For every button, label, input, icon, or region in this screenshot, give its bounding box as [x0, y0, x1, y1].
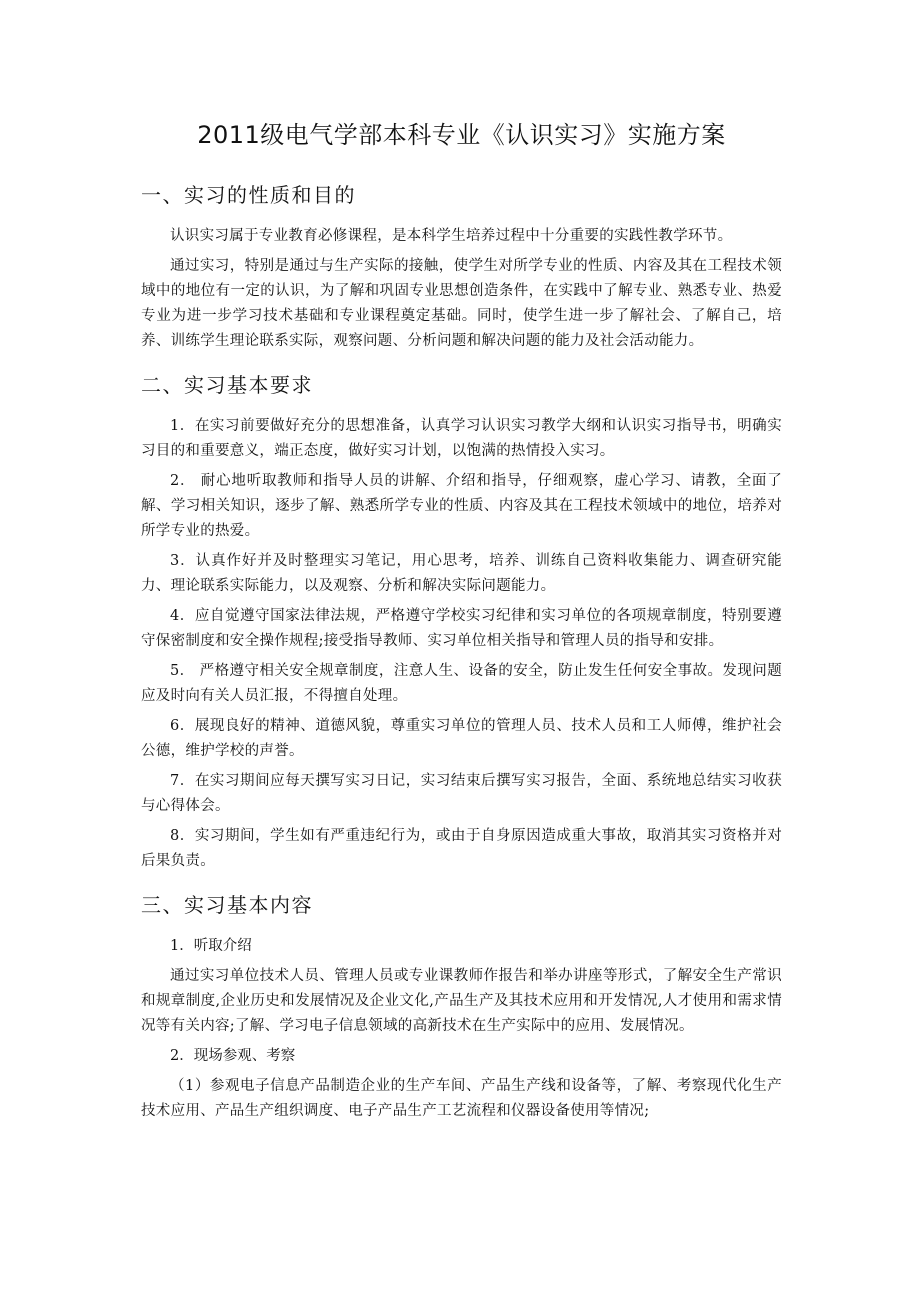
requirement-item: 7．在实习期间应每天撰写实习日记，实习结束后撰写实习报告，全面、系统地总结实习收获与心得体会。	[141, 773, 782, 814]
paragraph: 通过实习，特别是通过与生产实际的接触，使学生对所学专业的性质、内容及其在工程技术领域中的地位有一定的认识，为了解和巩固专业思想创造条件，在实践中了解专业、熟悉专业、热爱专业为进一步学习技术基础和专业课程奠定基础。同时，使学生进一步了解社会、了解自己，培养、训练学生理论联系实际，观察问题、分析问题和解决问题的能力及社会活动能力。	[141, 258, 782, 349]
section-heading: 一、实习的性质和目的	[141, 183, 356, 207]
section-basic-requirements	[141, 370, 782, 874]
document-title: 2011级电气学部本科专业《认识实习》实施方案	[197, 121, 726, 149]
document-page	[141, 118, 782, 1124]
section-basic-content	[141, 890, 782, 1124]
requirement-item: 3．认真作好并及时整理实习笔记，用心思考，培养、训练自己资料收集能力、调查研究能力、理论联系实际能力，以及观察、分析和解决实际问题能力。	[141, 553, 782, 594]
paragraph: 认识实习属于专业教育必修课程，是本科学生培养过程中十分重要的实践性教学环节。	[170, 228, 733, 244]
section-heading: 二、实习基本要求	[141, 373, 313, 397]
section-heading: 三、实习基本内容	[141, 893, 313, 917]
requirement-item: 2． 耐心地听取教师和指导人员的讲解、介绍和指导，仔细观察，虚心学习、请教，全面了解、学习相关知识，逐步了解、熟悉所学专业的性质、内容及其在工程技术领域中的地位，培养对所学专业的热爱。	[141, 473, 782, 539]
requirement-item: 6．展现良好的精神、道德风貌，尊重实习单位的管理人员、技术人员和工人师傅，维护社会公德，维护学校的声誉。	[141, 718, 782, 759]
paragraph: 通过实习单位技术人员、管理人员或专业课教师作报告和举办讲座等形式，了解安全生产常识和规章制度,企业历史和发展情况及企业文化,产品生产及其技术应用和开发情况,人才使用和需求情况等有关内容;了解、学习电子信息领域的高新技术在生产实际中的应用、发展情况。	[141, 968, 782, 1034]
requirement-item: 8．实习期间，学生如有严重违纪行为，或由于自身原因造成重大事故，取消其实习资格并对后果负责。	[141, 828, 782, 869]
paragraph: （1）参观电子信息产品制造企业的生产车间、产品生产线和设备等，了解、考察现代化生产技术应用、产品生产组织调度、电子产品生产工艺流程和仪器设备使用等情况;	[141, 1078, 782, 1119]
requirement-item: 5． 严格遵守相关安全规章制度，注意人生、设备的安全，防止发生任何安全事故。发现问题应及时向有关人员汇报，不得擅自处理。	[141, 663, 782, 704]
section-nature-purpose	[141, 180, 782, 354]
requirement-item: 4．应自觉遵守国家法律法规，严格遵守学校实习纪律和实习单位的各项规章制度，特别要遵守保密制度和安全操作规程;接受指导教师、实习单位相关指导和管理人员的指导和安排。	[141, 608, 782, 649]
subsection-title: 2．现场参观、考察	[170, 1048, 296, 1064]
subsection-title: 1．听取介绍	[170, 938, 252, 954]
requirement-item: 1．在实习前要做好充分的思想准备，认真学习认识实习教学大纲和认识实习指导书，明确实习目的和重要意义，端正态度，做好实习计划，以饱满的热情投入实习。	[141, 418, 782, 459]
